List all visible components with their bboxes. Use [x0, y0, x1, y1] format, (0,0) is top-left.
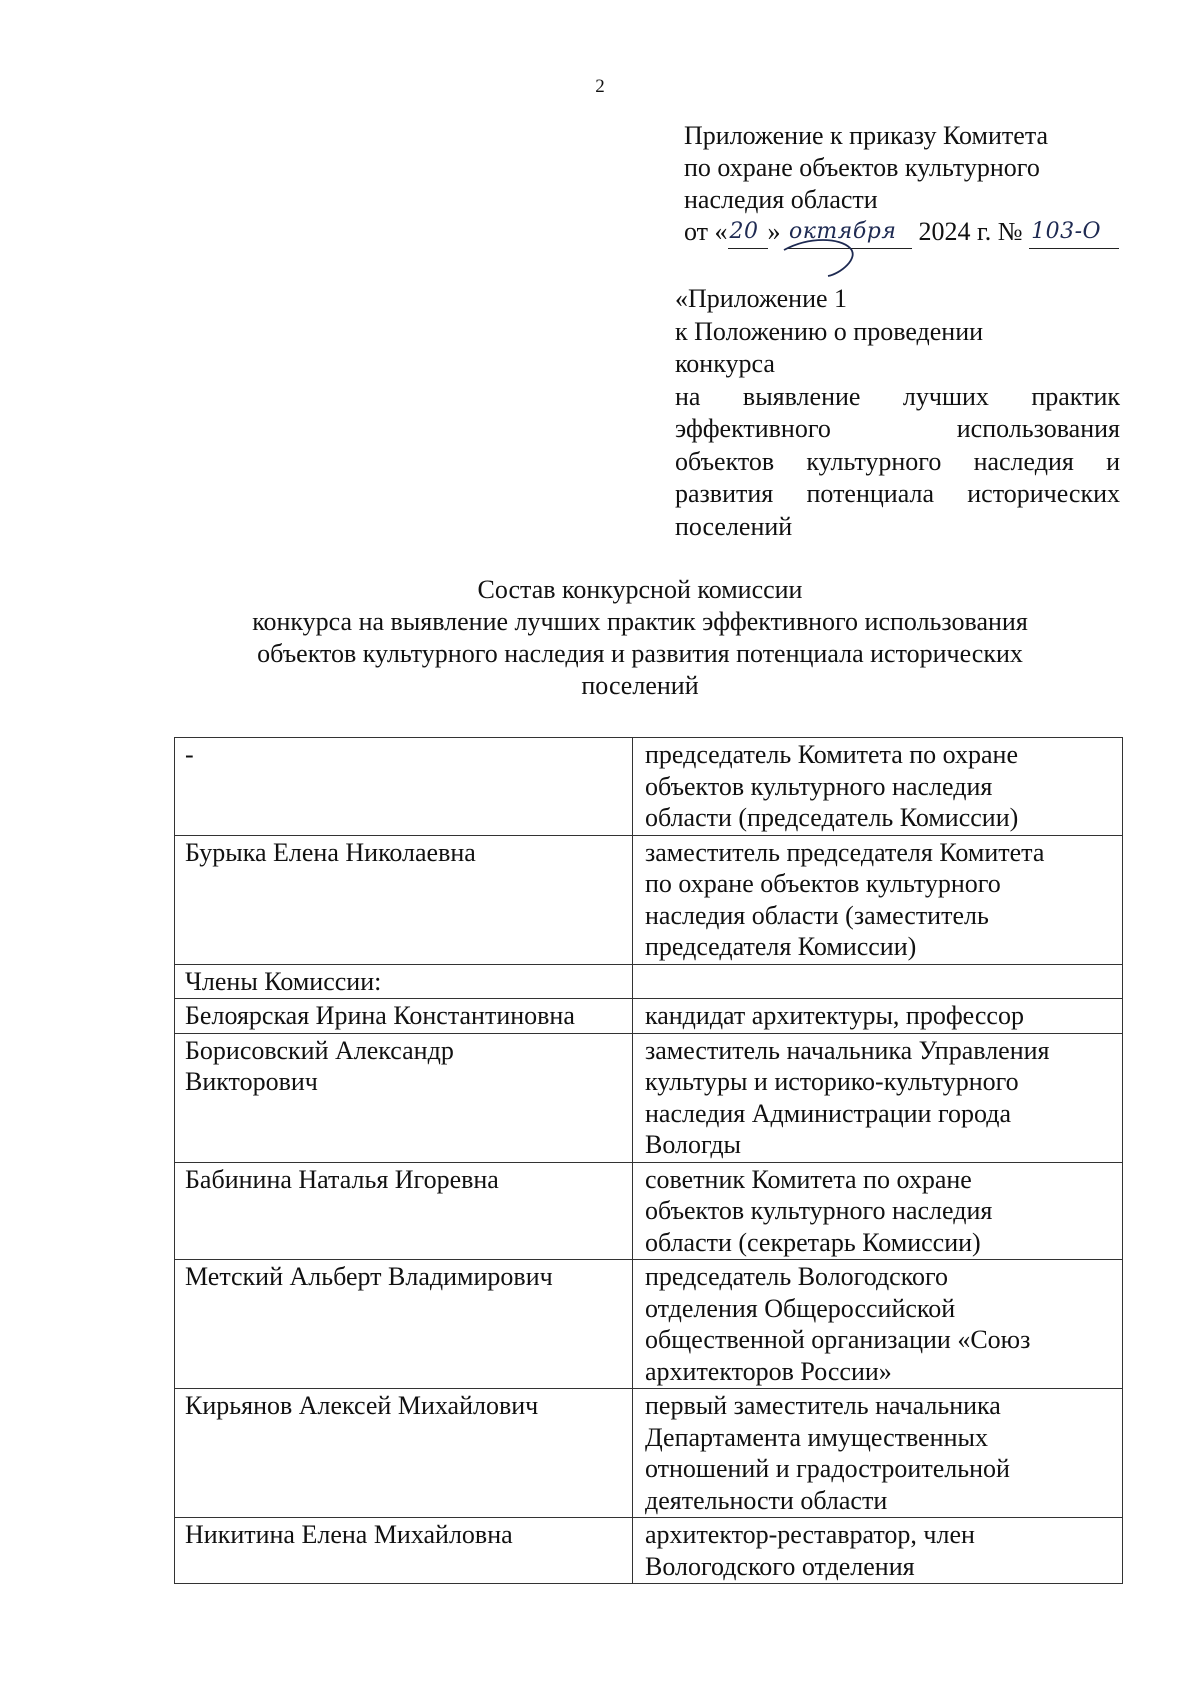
member-role: архитектор-реставратор, член: [644, 1520, 975, 1549]
order-appendix-line: наследия области: [684, 185, 878, 214]
commission-table-body: [175, 738, 1123, 1584]
member-role: первый заместитель начальника: [644, 1391, 1001, 1420]
member-name: Кирьянов Алексей Михайлович: [185, 1391, 539, 1420]
title-line: конкурса на выявление лучших практик эффективного использования: [252, 607, 1028, 636]
position-appendix-line: эффективного использования: [675, 414, 1120, 443]
member-role: Департамента имущественных: [644, 1422, 988, 1452]
member-role: объектов культурного наследия: [644, 1196, 993, 1225]
member-role: деятельности области: [644, 1485, 888, 1515]
position-appendix-line: «Приложение 1: [675, 284, 848, 313]
member-role-cell: [632, 999, 1122, 1034]
document-title: [160, 574, 1120, 702]
table-row: [175, 964, 1123, 999]
member-role-cell: [632, 738, 1122, 836]
member-role: по охране объектов культурного: [644, 869, 1001, 898]
member-role-cell: [632, 1260, 1122, 1389]
member-role: кандидат архитектуры, профессор: [644, 1001, 1024, 1030]
table-row: [175, 999, 1123, 1034]
table-row: [175, 1389, 1123, 1518]
date-year: 2024 г. №: [918, 217, 1023, 246]
member-name-cell: [175, 999, 633, 1034]
member-name: Никитина Елена Михайловна: [185, 1520, 513, 1549]
table-row: [175, 1260, 1123, 1389]
order-appendix-line: Приложение к приказу Комитета: [684, 121, 1049, 150]
title-line: объектов культурного наследия и развития потенциала исторических: [257, 639, 1023, 668]
member-role-cell: [632, 1162, 1122, 1260]
position-appendix-line: к Положению о проведении: [675, 316, 984, 346]
member-name: Бабинина Наталья Игоревна: [185, 1164, 499, 1194]
member-role: советник Комитета по охране: [644, 1164, 972, 1194]
table-row: [175, 1033, 1123, 1162]
member-role: области (секретарь Комиссии): [644, 1227, 981, 1257]
member-role: Вологды: [644, 1130, 742, 1159]
member-role-cell: [632, 1518, 1122, 1584]
member-role: наследия области (заместитель: [644, 900, 989, 930]
title-line: поселений: [581, 671, 699, 700]
table-row: [175, 1162, 1123, 1260]
member-name-cell: [175, 1162, 633, 1260]
member-role: наследия Администрации города: [644, 1098, 1011, 1128]
member-role: общественной организации «Союз: [644, 1325, 1031, 1354]
position-appendix-line: поселений: [675, 511, 793, 541]
member-role: отделения Общероссийской: [644, 1293, 956, 1323]
member-name-cell: [175, 964, 633, 999]
member-name: Борисовский Александр: [185, 1035, 454, 1065]
signature-stroke: [780, 230, 900, 280]
date-prefix: от «: [684, 217, 728, 246]
position-appendix-line: на выявление лучших практик: [675, 381, 1120, 411]
member-role: заместитель начальника Управления: [644, 1035, 1050, 1065]
member-role: заместитель председателя Комитета: [644, 837, 1045, 867]
handwritten-month: октября: [789, 219, 897, 244]
member-name-cell: [175, 835, 633, 964]
member-name: Метский Альберт Владимирович: [185, 1262, 553, 1291]
member-role-cell: [632, 1033, 1122, 1162]
date-day-blank: [728, 216, 768, 249]
member-role: культуры и историко-культурного: [644, 1067, 1019, 1096]
order-number-blank: [1029, 216, 1119, 249]
handwritten-day: 20: [729, 219, 759, 244]
member-name: Члены Комиссии:: [185, 966, 382, 996]
member-name-cell: [175, 1260, 633, 1389]
member-name: Белоярская Ирина Константиновна: [185, 1001, 575, 1030]
member-name-cell: [175, 1518, 633, 1584]
member-name-cell: [175, 738, 633, 836]
table-row: [175, 738, 1123, 836]
order-appendix-line: по охране объектов культурного: [684, 153, 1040, 182]
position-appendix-block: [675, 283, 1120, 543]
member-role: объектов культурного наследия: [644, 771, 993, 801]
handwritten-order-number: 103-О: [1031, 219, 1102, 244]
position-appendix-line: развития потенциала исторических: [675, 479, 1120, 508]
member-role: председателя Комиссии): [644, 932, 917, 961]
date-mid: »: [767, 217, 781, 246]
member-name-cell: [175, 1033, 633, 1162]
member-role: отношений и градостроительной: [644, 1454, 1010, 1483]
table-row: [175, 835, 1123, 964]
member-name-cell: [175, 1389, 633, 1518]
commission-table: [174, 737, 1123, 1584]
order-appendix-block: [684, 120, 1144, 249]
member-role: Вологодского отделения: [644, 1551, 915, 1581]
member-role: архитекторов России»: [644, 1356, 892, 1386]
position-appendix-line: объектов культурного наследия и: [675, 446, 1120, 476]
order-date-line: [684, 216, 1144, 249]
member-role-cell: [632, 964, 1122, 999]
member-name: Викторович: [185, 1067, 318, 1096]
position-appendix-line: конкурса: [675, 349, 775, 378]
member-name: Бурыка Елена Николаевна: [185, 837, 476, 867]
member-role: области (председатель Комиссии): [644, 803, 1019, 832]
member-role: председатель Вологодского: [644, 1262, 949, 1291]
page-number: 2: [595, 76, 605, 97]
member-role-cell: [632, 1389, 1122, 1518]
member-name: -: [185, 740, 194, 769]
title-line: Состав конкурсной комиссии: [477, 575, 803, 604]
table-row: [175, 1518, 1123, 1584]
member-role: председатель Комитета по охране: [644, 740, 1019, 769]
member-role-cell: [632, 835, 1122, 964]
